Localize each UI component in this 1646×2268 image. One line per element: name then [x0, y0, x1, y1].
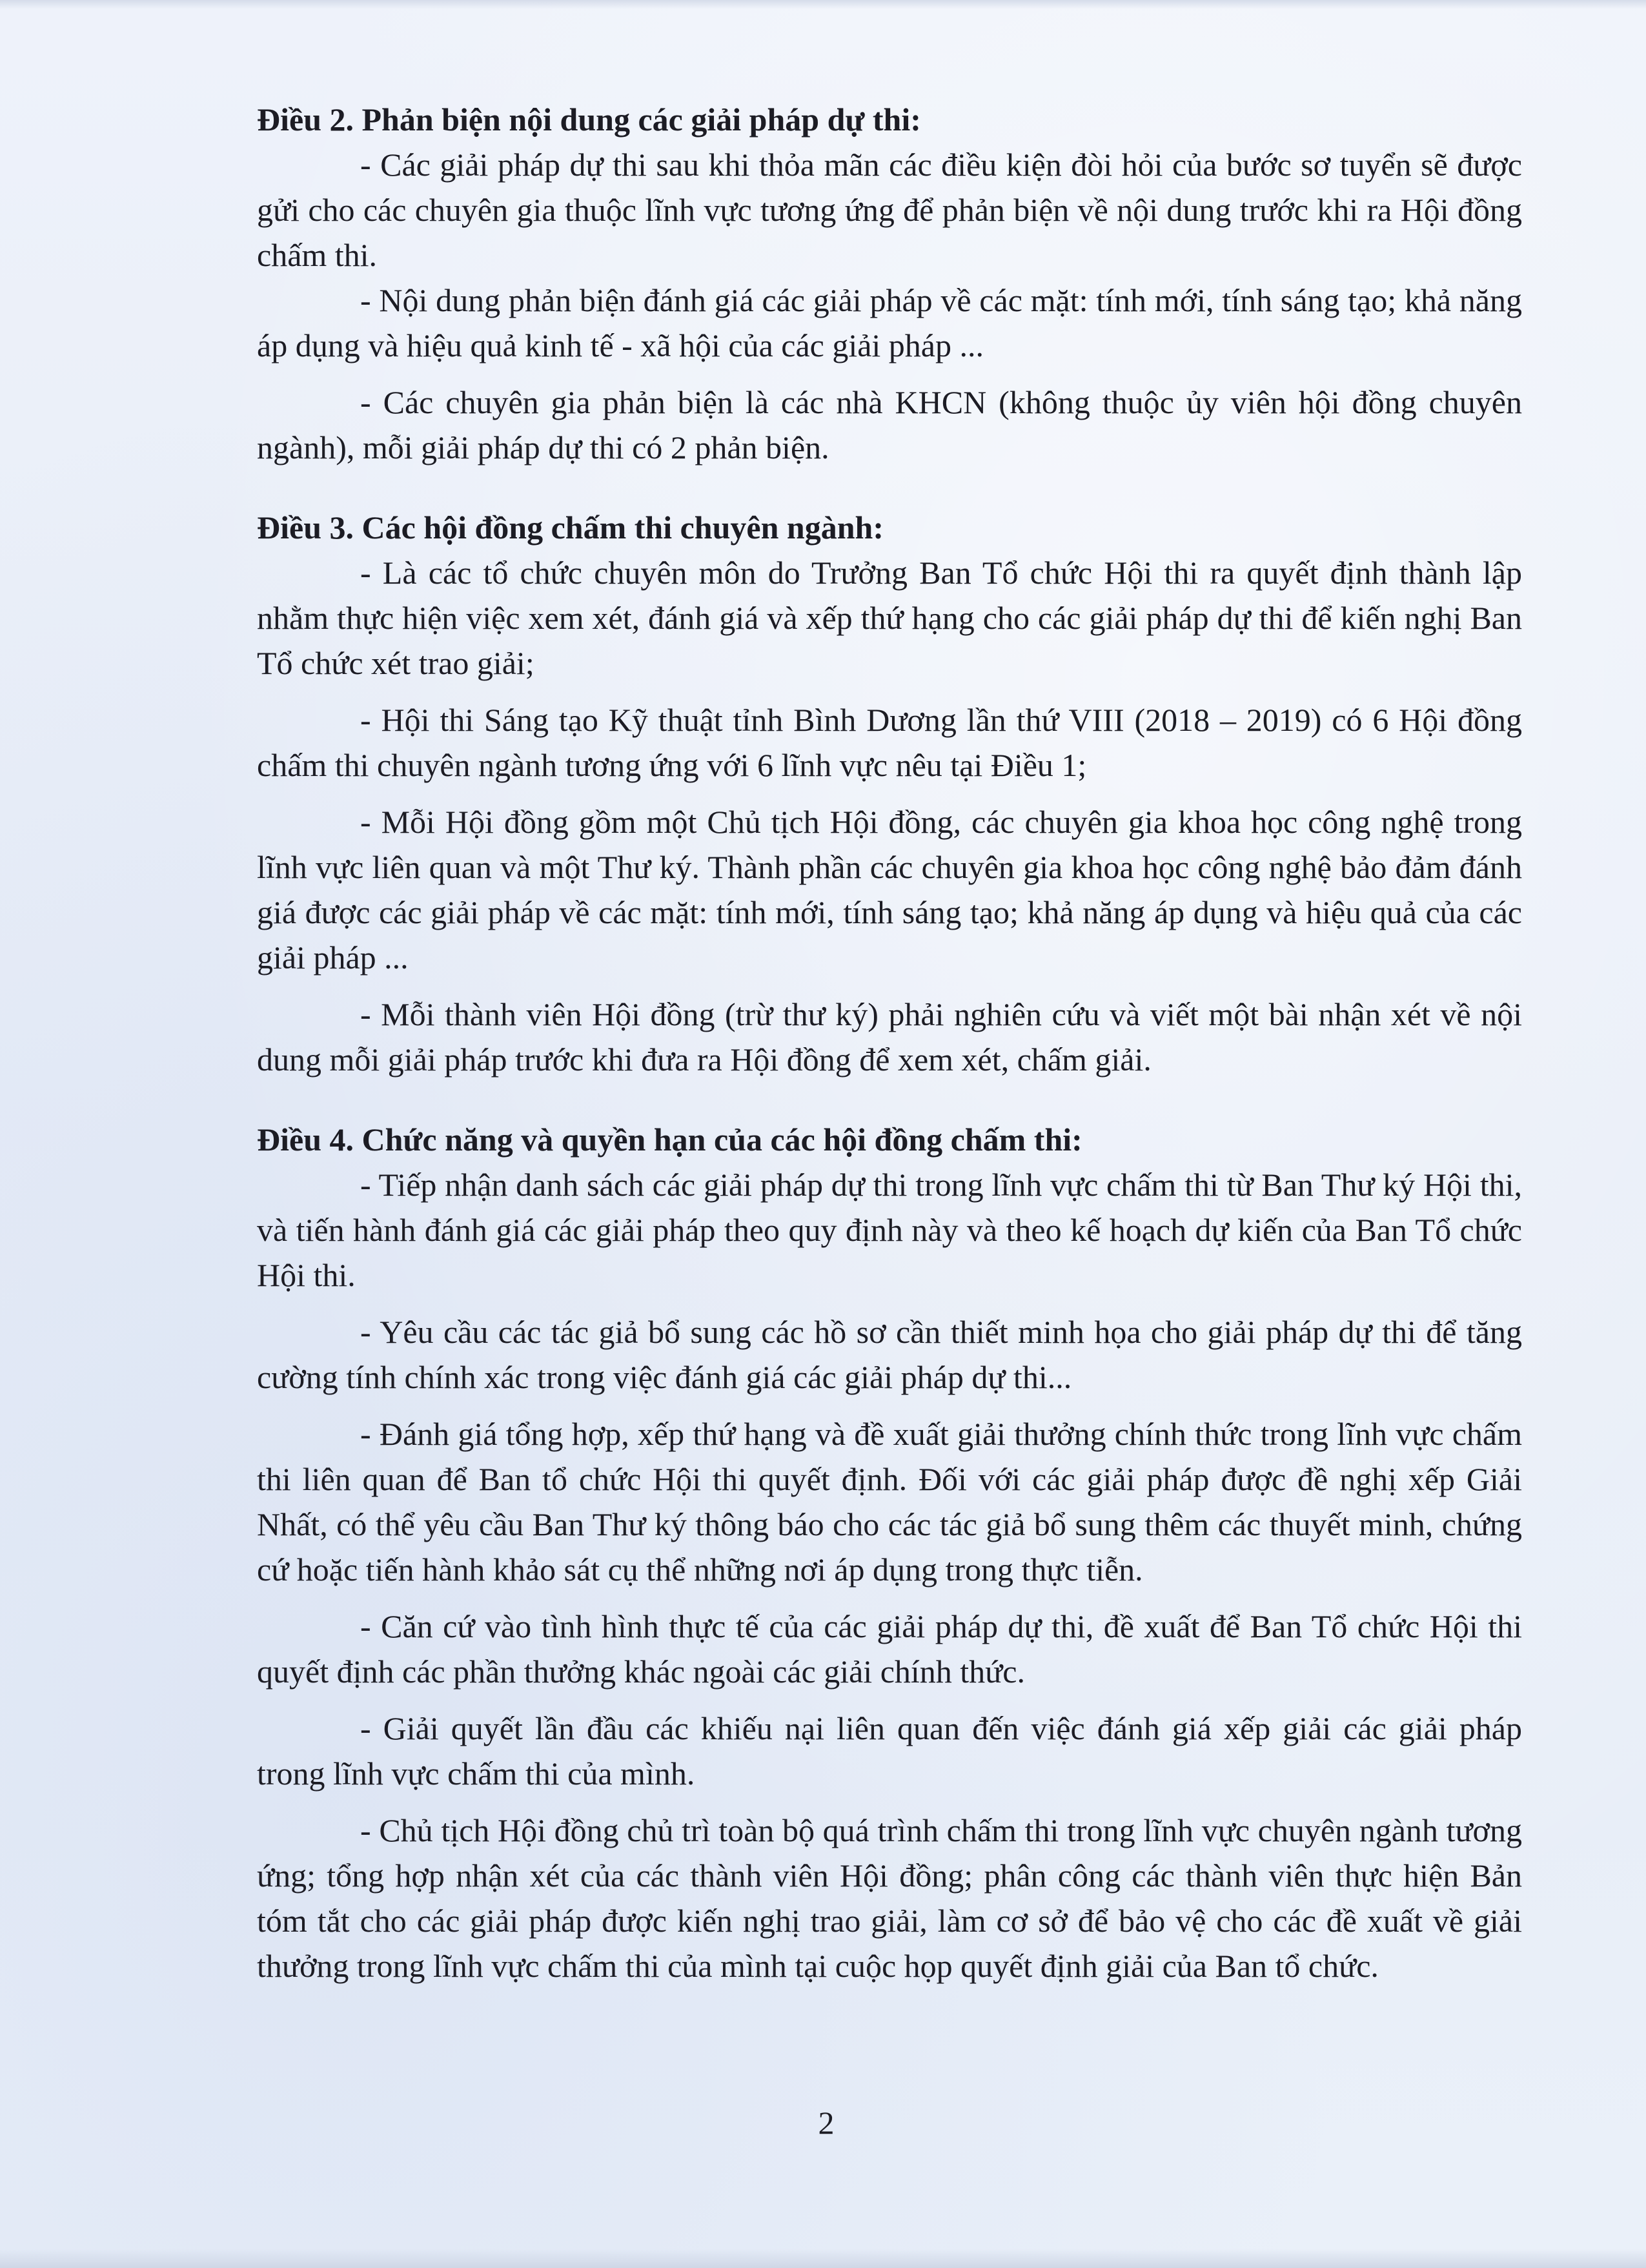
section-dieu-3: [257, 505, 1522, 1082]
scan-edge-bottom: [0, 2249, 1646, 2268]
paragraph: - Hội thi Sáng tạo Kỹ thuật tỉnh Bình Dương lần thứ VIII (2018 – 2019) có 6 Hội đồng chấm thi chuyên ngành tương ứng với 6 lĩnh vực nêu tại Điều 1;: [257, 702, 1522, 783]
paragraph: - Mỗi thành viên Hội đồng (trừ thư ký) phải nghiên cứu và viết một bài nhận xét về nội dung mỗi giải pháp trước khi đưa ra Hội đồng để xem xét, chấm giải.: [257, 996, 1522, 1078]
paragraph: - Căn cứ vào tình hình thực tế của các giải pháp dự thi, đề xuất để Ban Tổ chức Hội thi quyết định các phần thưởng khác ngoài các giải chính thức.: [257, 1608, 1522, 1690]
scan-edge-top: [0, 0, 1646, 9]
paragraph: - Các giải pháp dự thi sau khi thỏa mãn các điều kiện đòi hỏi của bước sơ tuyển sẽ được gửi cho các chuyên gia thuộc lĩnh vực tương ứng để phản biện về nội dung trước khi ra Hội đồng chấm thi.: [257, 147, 1522, 273]
paragraph: - Chủ tịch Hội đồng chủ trì toàn bộ quá trình chấm thi trong lĩnh vực chuyên ngành tương ứng; tổng hợp nhận xét của các thành viên Hội đồng; phân công các thành viên thực hiện Bản tóm tắt cho các giải pháp được kiến nghị trao giải, làm cơ sở để bảo vệ cho các đề xuất về giải thưởng trong lĩnh vực chấm thi của mình tại cuộc họp quyết định giải của Ban tổ chức.: [257, 1812, 1522, 1984]
document-body: [257, 97, 1522, 1988]
paragraph: - Đánh giá tổng hợp, xếp thứ hạng và đề xuất giải thưởng chính thức trong lĩnh vực chấm thi liên quan để Ban tổ chức Hội thi quyết định. Đối với các giải pháp được đề nghị xếp Giải Nhất, có thể yêu cầu Ban Thư ký thông báo cho các tác giả bổ sung thêm các thuyết minh, chứng cứ hoặc tiến hành khảo sát cụ thể những nơi áp dụng trong thực tiễn.: [257, 1416, 1522, 1588]
paragraph: - Tiếp nhận danh sách các giải pháp dự thi trong lĩnh vực chấm thi từ Ban Thư ký Hội thi, và tiến hành đánh giá các giải pháp theo quy định này và theo kế hoạch dự kiến của Ban Tổ chức Hội thi.: [257, 1167, 1522, 1293]
page-number: 2: [818, 2105, 835, 2141]
section-heading: Điều 4. Chức năng và quyền hạn của các hội đồng chấm thi:: [257, 1121, 1082, 1158]
section-dieu-4: [257, 1117, 1522, 1988]
paragraph: - Mỗi Hội đồng gồm một Chủ tịch Hội đồng, các chuyên gia khoa học công nghệ trong lĩnh vực liên quan và một Thư ký. Thành phần các chuyên gia khoa học công nghệ bảo đảm đánh giá được các giải pháp về các mặt: tính mới, tính sáng tạo; khả năng áp dụng và hiệu quả của các giải pháp ...: [257, 804, 1522, 976]
paragraph: - Giải quyết lần đầu các khiếu nại liên quan đến việc đánh giá xếp giải các giải pháp trong lĩnh vực chấm thi của mình.: [257, 1710, 1522, 1792]
paragraph: - Yêu cầu các tác giả bổ sung các hồ sơ cần thiết minh họa cho giải pháp dự thi để tăng cường tính chính xác trong việc đánh giá các giải pháp dự thi...: [257, 1314, 1522, 1395]
paragraph: - Là các tổ chức chuyên môn do Trưởng Ban Tổ chức Hội thi ra quyết định thành lập nhằm thực hiện việc xem xét, đánh giá và xếp thứ hạng cho các giải pháp dự thi để kiến nghị Ban Tổ chức xét trao giải;: [257, 555, 1522, 681]
paragraph: - Nội dung phản biện đánh giá các giải pháp về các mặt: tính mới, tính sáng tạo; khả năng áp dụng và hiệu quả kinh tế - xã hội của các giải pháp ...: [257, 282, 1522, 363]
section-heading: Điều 2. Phản biện nội dung các giải pháp dự thi:: [257, 101, 921, 138]
section-dieu-2: [257, 97, 1522, 470]
paragraph: - Các chuyên gia phản biện là các nhà KHCN (không thuộc ủy viên hội đồng chuyên ngành), mỗi giải pháp dự thi có 2 phản biện.: [257, 384, 1522, 465]
section-heading: Điều 3. Các hội đồng chấm thi chuyên ngành:: [257, 509, 884, 546]
